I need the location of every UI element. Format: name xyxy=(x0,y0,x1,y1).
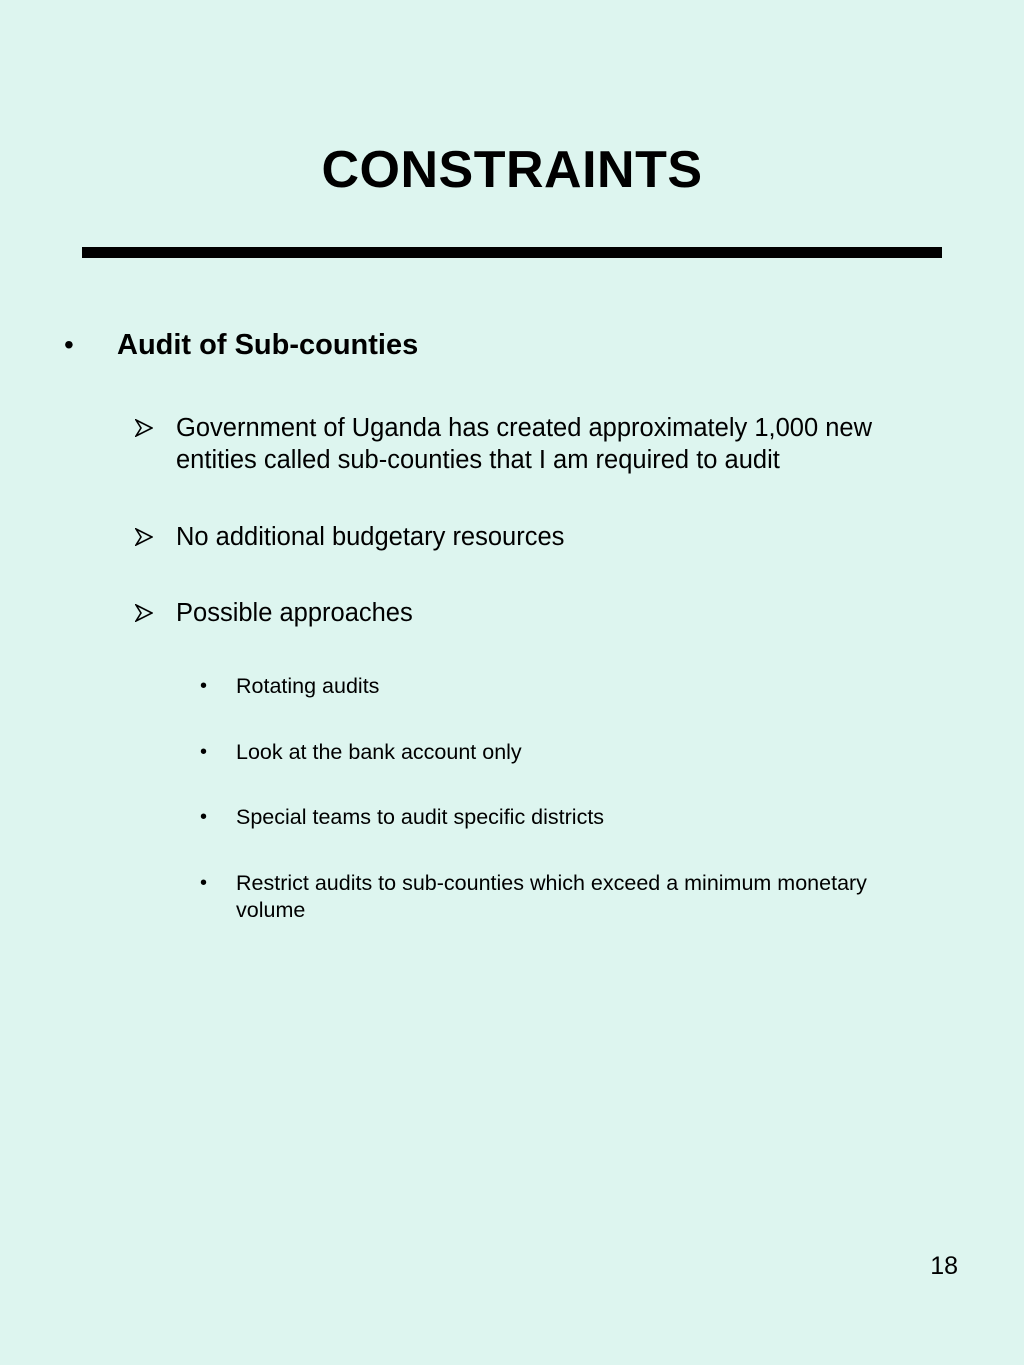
approach-text: Restrict audits to sub-counties which exceed a minimum monetary volume xyxy=(236,871,867,922)
arrowhead-bullet-icon xyxy=(135,604,153,622)
point-text: Government of Uganda has created approximately 1,000 new entities called sub-counties that I am required to audit xyxy=(176,414,872,474)
section-heading-item xyxy=(0,326,1024,366)
approach-text: Special teams to audit specific districts xyxy=(236,805,605,829)
point-text: Possible approaches xyxy=(176,599,413,627)
bullet-icon: • xyxy=(64,329,74,360)
bullet-icon: • xyxy=(200,872,208,894)
page-number: 18 xyxy=(930,1252,958,1280)
bullet-icon: • xyxy=(200,675,208,697)
section-heading: Audit of Sub-counties xyxy=(117,329,419,361)
arrowhead-bullet-icon xyxy=(135,528,153,546)
bullet-icon: • xyxy=(200,806,208,828)
slide-title: CONSTRAINTS xyxy=(321,141,703,199)
bullet-icon: • xyxy=(200,741,208,763)
arrowhead-bullet-icon xyxy=(135,419,153,437)
approach-text: Look at the bank account only xyxy=(236,740,522,764)
approach-text: Rotating audits xyxy=(236,674,380,698)
point-text: No additional budgetary resources xyxy=(176,523,565,551)
title-divider xyxy=(82,247,942,258)
